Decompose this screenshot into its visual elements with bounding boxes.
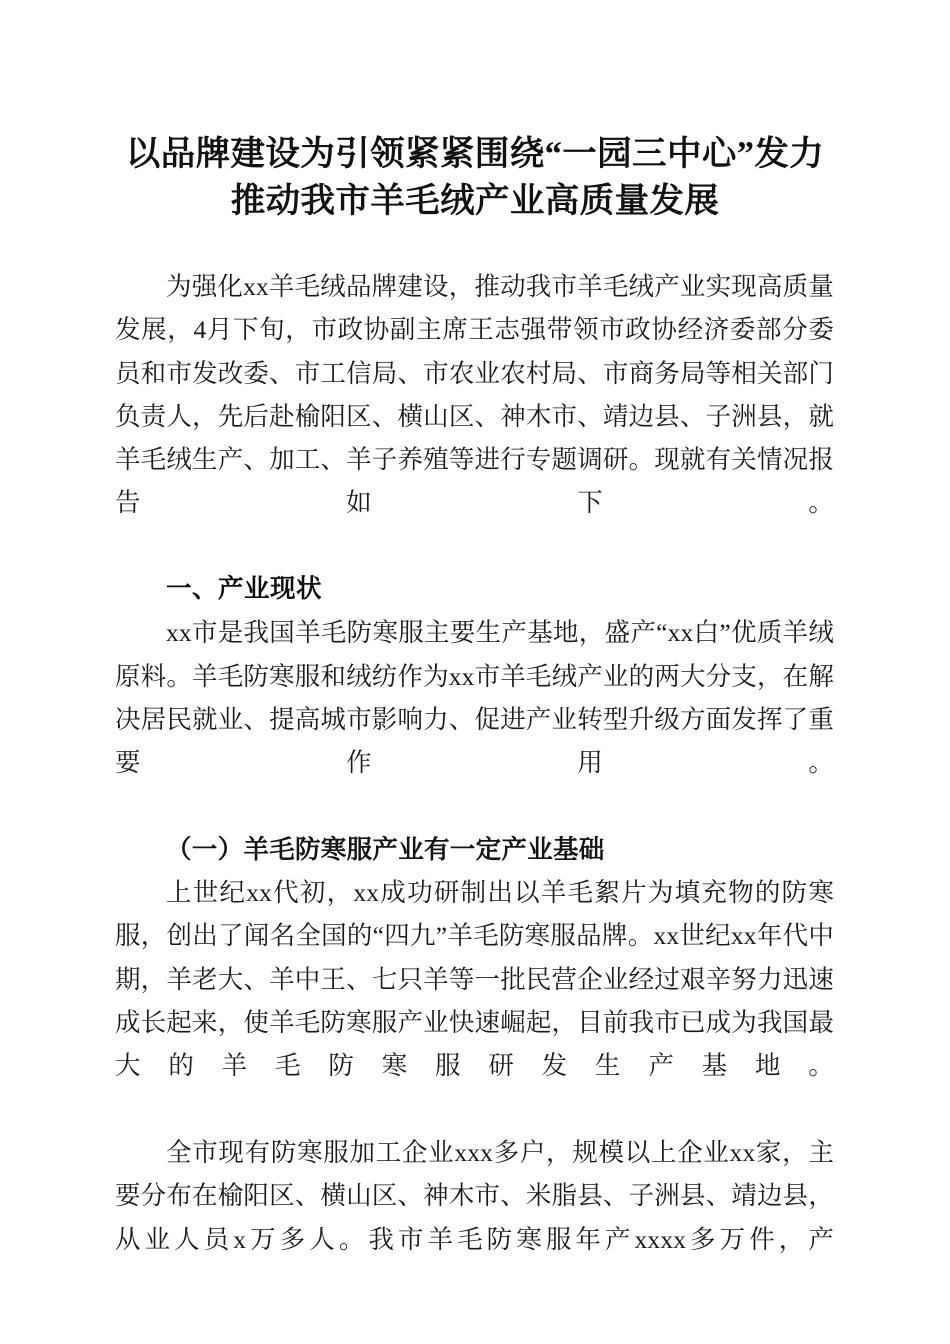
document-body: [115, 265, 834, 1304]
section-heading-level-2: （一）羊毛防寒服产业有一定产业基础: [166, 834, 605, 864]
section-heading-level-1: 一、产业现状: [166, 575, 323, 604]
body-paragraph: 为强化xx羊毛绒品牌建设，推动我市羊毛绒产业实现高质量发展，4月下旬，市政协副主席王志强带领市政协经济委部分委员和市发改委、市工信局、市农业农村局、市商务局等相关部门负责人，先后赴榆阳区、横山区、神木市、靖边县、子洲县，就羊毛绒生产、加工、羊子养殖等进行专题调研。现就有关情况报告如下。: [115, 272, 834, 518]
body-paragraph: xx市是我国羊毛防寒服主要生产基地，盛产“xx白”优质羊绒原料。羊毛防寒服和绒纺作为xx市羊毛绒产业的两大分支，在解决居民就业、提高城市影响力、促进产业转型升级方面发挥了重要作用。: [115, 618, 834, 778]
document-title: 以品牌建设为引领紧紧围绕“一园三中心”发力推动我市羊毛绒产业高质量发展: [125, 135, 825, 220]
body-paragraph: 上世纪xx代初，xx成功研制出以羊毛絮片为填充物的防寒服，创出了闻名全国的“四九”羊毛防寒服品牌。xx世纪xx年代中期，羊老大、羊中王、七只羊等一批民营企业经过艰辛努力迅速成长起来，使羊毛防寒服产业快速崛起，目前我市已成为我国最大的羊毛防寒服研发生产基地。: [115, 878, 834, 1081]
body-paragraph: 全市现有防寒服加工企业xxx多户，规模以上企业xx家，主要分布在榆阳区、横山区、神木市、米脂县、子洲县、靖边县，从业人员x万多人。我市羊毛防寒服年产xxxx多万件，产: [115, 1137, 834, 1254]
